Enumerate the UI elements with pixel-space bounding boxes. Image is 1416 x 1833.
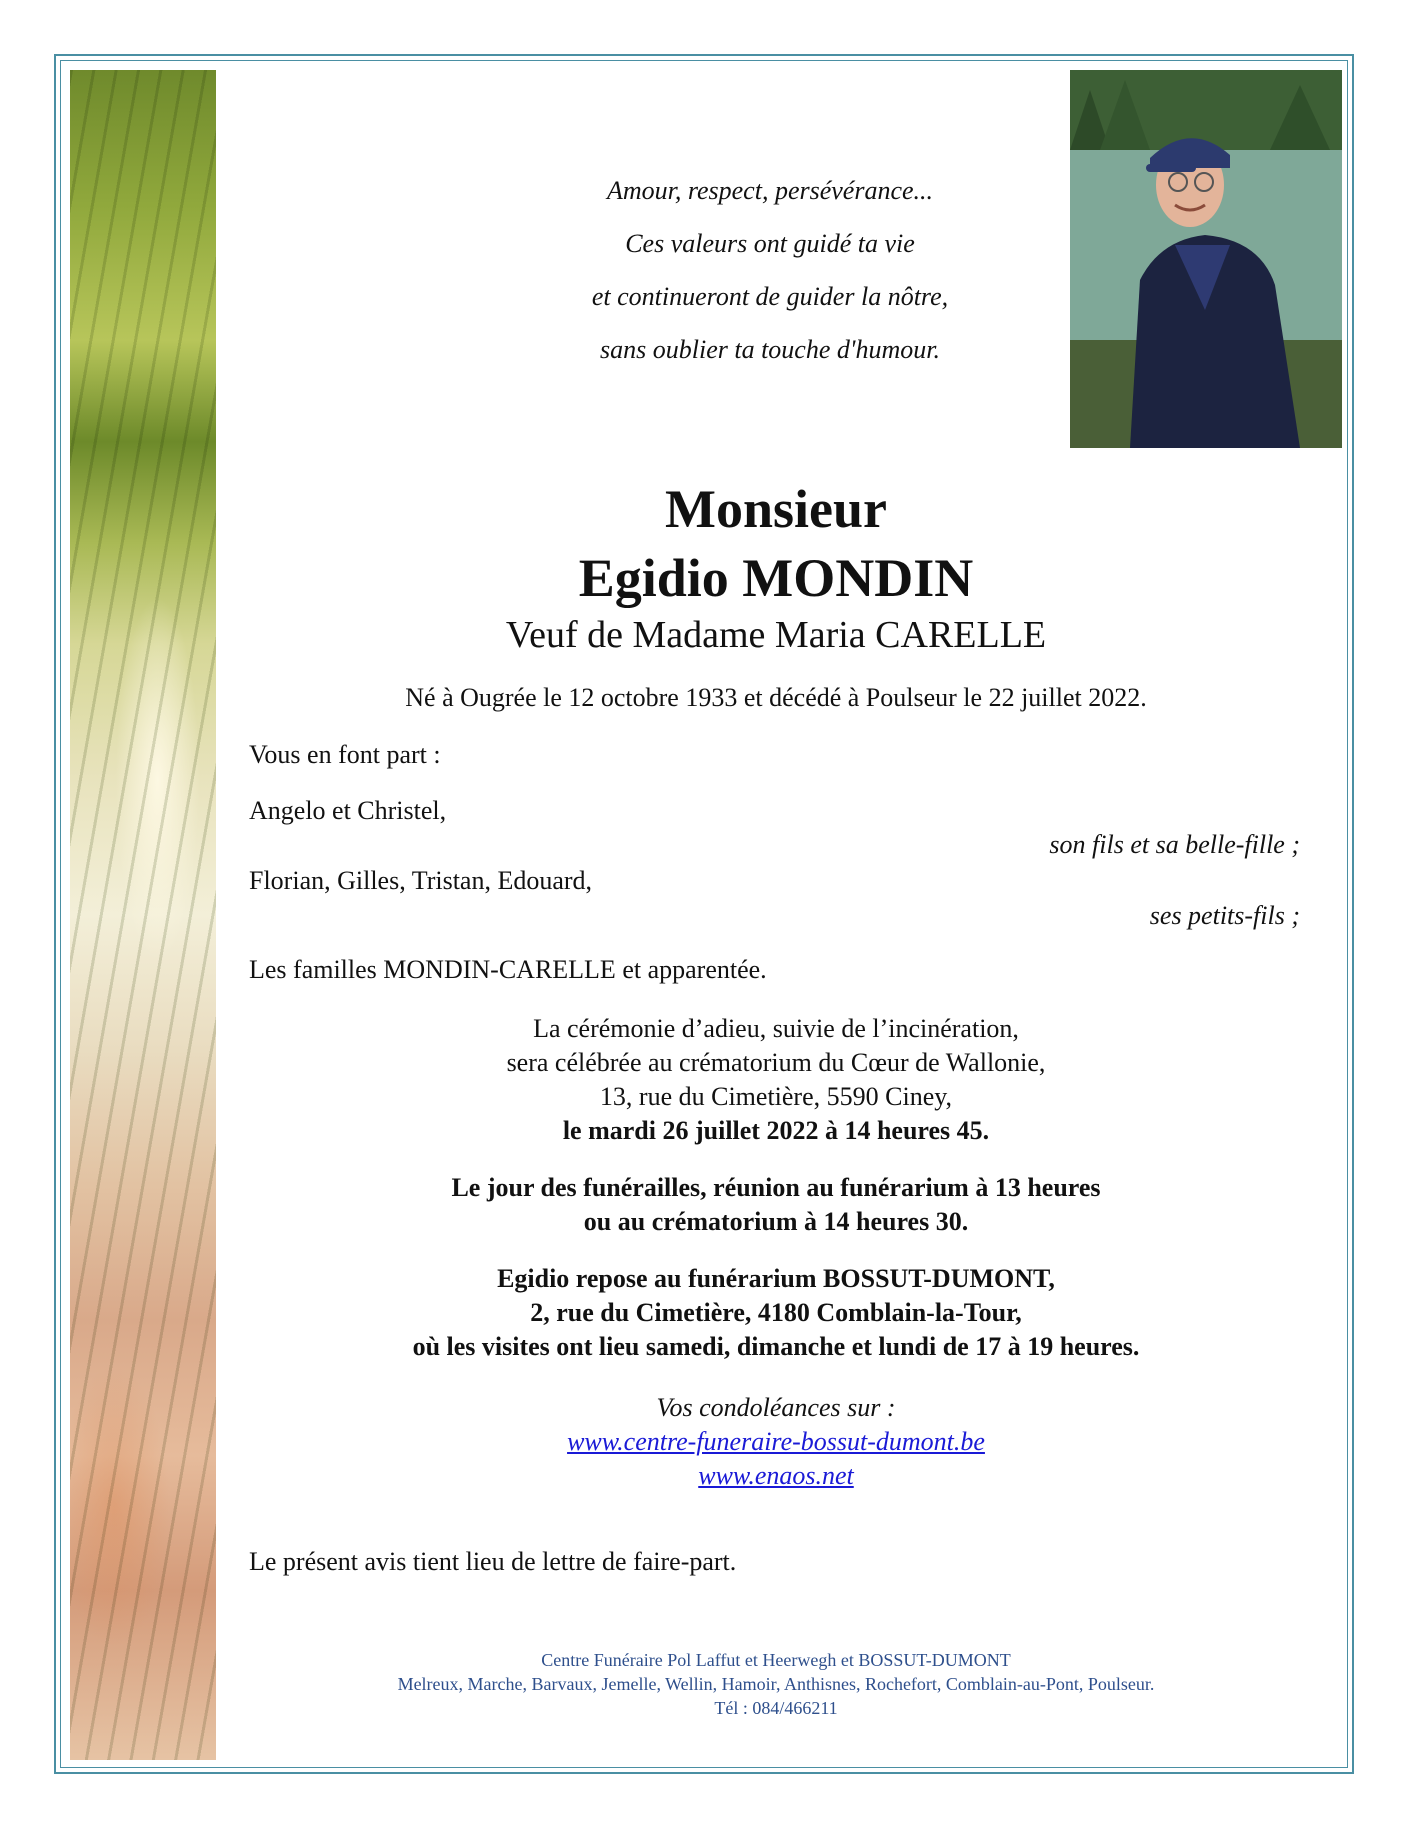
portrait-photo — [1070, 70, 1342, 448]
quote-line: Amour, respect, persévérance... — [606, 176, 934, 205]
rest-block — [216, 1262, 1336, 1364]
condolences-block — [216, 1391, 1336, 1493]
ceremony-block — [216, 1012, 1336, 1148]
son-relation: son fils et sa belle-fille ; — [1049, 830, 1300, 859]
widow-of-line: Veuf de Madame Maria CARELLE — [505, 614, 1047, 656]
quote-line: sans oublier ta touche d'humour. — [600, 335, 940, 364]
footer-line: Tél : 084/466211 — [714, 1698, 838, 1718]
meeting-line: Le jour des funérailles, réunion au funérarium à 13 heures — [451, 1173, 1101, 1202]
quote-line: Ces valeurs ont guidé ta vie — [625, 229, 915, 258]
portrait-illustration — [1070, 70, 1342, 448]
honorific-title: Monsieur — [665, 479, 887, 539]
families-line: Les familles MONDIN-CARELLE et apparentée. — [249, 955, 767, 984]
grandsons-relation: ses petits-fils ; — [1149, 901, 1300, 930]
quote-line: et continueront de guider la nôtre, — [591, 282, 949, 311]
funeral-center-link[interactable]: www.centre-funeraire-bossut-dumont.be — [567, 1427, 985, 1456]
enaos-link[interactable]: www.enaos.net — [698, 1461, 854, 1490]
memorial-quote — [500, 164, 1040, 376]
rest-line: Egidio repose au funérarium BOSSUT-DUMONT, — [497, 1264, 1055, 1293]
footer-line: Melreux, Marche, Barvaux, Jemelle, Wellin, Hamoir, Anthisnes, Rochefort, Comblain-au-Pont, Poulseur. — [397, 1674, 1155, 1694]
ceremony-line: La cérémonie d’adieu, suivie de l’incinération, — [533, 1014, 1019, 1043]
ceremony-line: sera célébrée au crématorium du Cœur de Wallonie, — [506, 1048, 1046, 1077]
rest-line: où les visites ont lieu samedi, dimanche et lundi de 17 à 19 heures. — [412, 1332, 1140, 1361]
ceremony-line: 13, rue du Cimetière, 5590 Ciney, — [599, 1082, 953, 1111]
rest-line: 2, rue du Cimetière, 4180 Comblain-la-Tour, — [530, 1298, 1022, 1327]
notice-line: Le présent avis tient lieu de lettre de faire-part. — [249, 1547, 737, 1576]
forest-path-side-image — [70, 70, 216, 1760]
ceremony-date: le mardi 26 juillet 2022 à 14 heures 45. — [562, 1116, 990, 1145]
son-names: Angelo et Christel, — [249, 796, 447, 825]
announcers-intro: Vous en font part : — [249, 740, 441, 769]
meeting-line: ou au crématorium à 14 heures 30. — [583, 1207, 969, 1236]
funeral-home-footer — [216, 1648, 1336, 1720]
footer-line: Centre Funéraire Pol Laffut et Heerwegh et BOSSUT-DUMONT — [541, 1650, 1011, 1670]
meeting-block — [216, 1171, 1336, 1239]
birth-death-line: Né à Ougrée le 12 octobre 1933 et décédé à Poulseur le 22 juillet 2022. — [405, 683, 1147, 712]
condolences-intro: Vos condoléances sur : — [656, 1393, 896, 1422]
grandsons-names: Florian, Gilles, Tristan, Edouard, — [249, 866, 593, 895]
deceased-name: Egidio MONDIN — [578, 548, 974, 608]
